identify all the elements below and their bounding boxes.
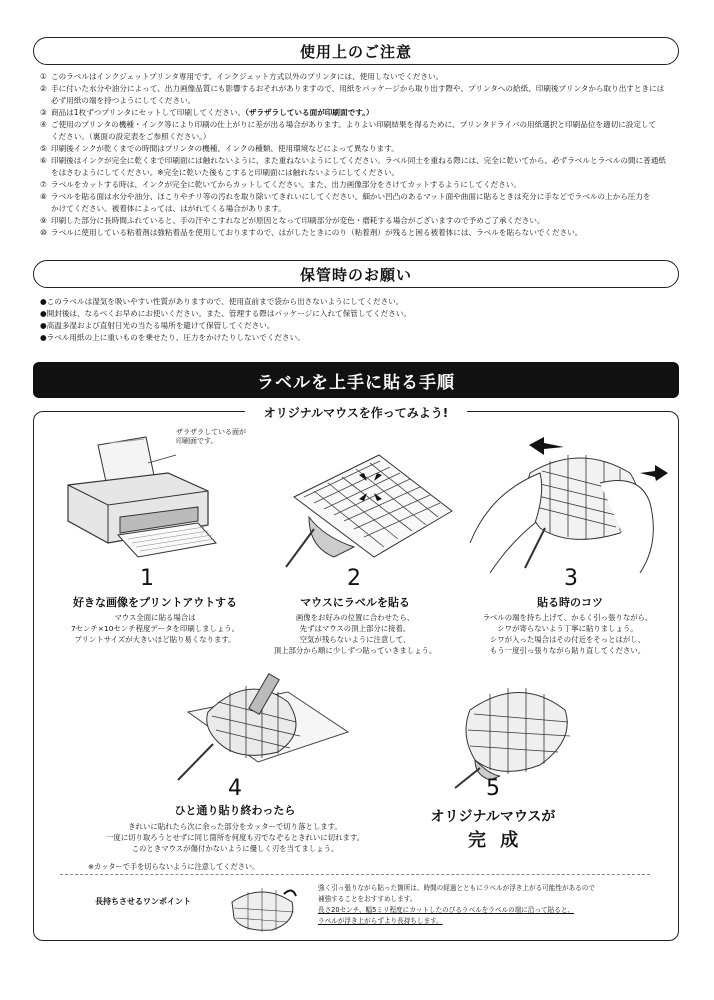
step-desc-line: このときマウスが傷付かないように優しく刃を当てましょう。 [131,844,339,853]
note-number: ② [40,84,47,93]
note-text: ラベルを貼る面は水分や油分、ほこりやチリ等の汚れを取り除いてきれいにしてください。細かい凹凸のあるマット面や曲面に貼るときは充分に手などでラベルの上から圧力を [51,192,651,201]
tip-line: 補強することをおすすめします。 [318,895,417,903]
usage-note-item [40,191,672,215]
step-3-number: 3 [564,566,578,591]
note-number: ④ [40,120,47,129]
step-2-number: 2 [347,566,361,591]
cutting-illustration [168,672,358,782]
note-text: ラベルに使用している粘着剤は強粘着品を使用しておりますので、はがしたときにのり（粘着剤）が残ると困る被着体には、ラベルを貼らないでください。 [51,228,583,237]
note-number: ⑤ [40,144,47,153]
step-desc-line: マウス全面に貼る場合は [114,613,196,622]
step-desc-line: ラベルの端を持ち上げて、かるく引っ張りながら、 [482,613,653,622]
step-desc-line: 空気が残らないように注意して、 [299,635,411,644]
section-title-usage-notes: 使用上のご注意 [33,37,679,65]
note-text: ラベルをカットする時は、インクが完全に乾いてからカットしてください。また、出力画像部分をさけてカットするようにしてください。 [51,180,521,189]
storage-note-item: ●このラベルは湿気を吸いやすい性質がありますので、使用直前まで袋から出さないようにしてください。 [40,297,404,306]
storage-note-item: ●高温多湿および直射日光の当たる場所を避けて保管してください。 [40,321,275,330]
usage-notes-list [40,71,672,239]
step-2-desc [255,612,455,656]
step-desc-line: 一度に切り取ろうとせずに同じ箇所を何度も刃でなぞるときれいに切れます。 [105,833,365,842]
step-desc-line: もう一度引っ張りながら貼り直してください。 [489,646,646,655]
note-continuation: ください。（裏面の設定表をご参照ください。） [51,132,211,141]
tip-line: 長さ20センチ、幅5ミリ程度にカットしたのびるラベルをラベルの端に沿って貼ると、 [318,906,575,914]
storage-notes-list [40,296,672,344]
step-5-title: オリジナルマウスが [430,809,556,825]
note-number: ⑦ [40,180,47,189]
note-continuation: 必ず用紙の端を持つようにしてください。 [51,96,196,105]
step-desc-line: シワが入った場合はその付近をそっとはがし、 [489,635,646,644]
step-4-desc [60,821,410,854]
mouse-label-illustration [284,447,459,572]
usage-note-item [40,83,672,107]
tip-text [318,883,648,927]
step-desc-line: シワが寄らないよう丁寧に貼りましょう。 [497,624,638,633]
tip-line: 強く引っ張りながら貼った箇所は、時間の経過とともにラベルが浮き上がる可能性があるので [318,884,595,892]
printer-illustration [58,425,228,565]
finished-mouse-illustration [440,680,580,790]
section-title-storage: 保管時のお願い [33,260,679,288]
step-5-number: 5 [486,776,500,801]
usage-note-item [40,227,672,239]
usage-note-item [40,179,672,191]
usage-note-item [40,143,672,155]
note-text: このラベルはインクジェットプリンタ専用です。インクジェット方式以外のプリンタには、使用しないでください。 [51,72,444,81]
step-4-number: 4 [228,776,242,801]
tip-line: ラベルが浮き上がらずより長持ちします。 [318,917,443,925]
note-continuation: かけてください。被着体によっては、はがれてくる場合があります。 [51,204,286,213]
note-number: ⑧ [40,192,47,201]
step-desc-line: 7センチ×10センチ程度データを印刷しましょう。 [70,624,240,633]
printer-note: ザラザラしている面が 印刷面です。 [176,428,246,445]
cutter-caution: ※カッターで手を切らないように注意してください。 [88,862,260,871]
howto-banner: ラベルを上手に貼る手順 [33,362,679,398]
note-number: ⑨ [40,216,47,225]
step-desc-line: 頂上部分から順に少しずつ貼っていきましょう。 [273,646,437,655]
hands-stretching-illustration [450,433,675,573]
usage-note-item [40,215,672,227]
storage-note-item: ●開封後は、なるべくお早めにお使いください。また、管理する際はパッケージに入れて保管してください。 [40,309,411,318]
note-emphasis: （ザラザラしている面が印刷面です。） [245,108,374,117]
storage-note-item: ●ラベル用紙の上に重いものを乗せたり、圧力をかけたりしないでください。 [40,333,305,342]
step-desc-line: きれいに貼れたら次に余った部分をカッターで切り落とします。 [128,822,342,831]
note-number: ③ [40,108,47,117]
usage-note-item [40,155,672,179]
note-text: 印刷後はインクが完全に乾くまで印刷面には触れないように、また重ねないようにしてください。ラベル同士を重ねる際には、完全に乾いてから、必ずラベルとラベルの間に普通紙 [51,156,666,165]
usage-note-item [40,107,672,119]
tip-label: 長持ちさせるワンポイント [95,897,191,906]
tip-mouse-illustration [222,882,302,937]
step-4-title: ひと通り貼り終わったら [174,804,296,817]
note-number: ① [40,72,47,81]
note-text: 印刷した部分に長時間ふれていると、手の汗やこすれなどが原因となって印刷部分が変色・磨耗する場合がございますので予めご了承ください。 [51,216,545,225]
tip-divider [60,874,650,875]
step-1-number: 1 [140,566,154,591]
step-desc-line: 先ずはマウスの頂上部分に接着。 [299,624,411,633]
note-number: ⑩ [40,228,47,237]
usage-note-item [40,119,672,143]
howto-subtitle: オリジナルマウスを作ってみよう! [245,404,467,421]
note-text: 商品は1枚ずつプリンタにセットして印刷してください。 [51,108,246,117]
note-continuation: をはさむようにしてください。※完全に乾いた後もこすると印刷面には触れないようにしてください。 [51,168,400,177]
step-desc-line: プリントサイズが大きいほど貼り易くなります。 [74,635,236,644]
note-text: 手に付いた水分や油分によって、出力画像品質にも影響するおそれがありますので、用紙をパッケージから取り出す際や、プリンタへの給紙、印刷後プリンタから取り出すときには [51,84,665,93]
step-1-title: 好きな画像をプリントアウトする [73,596,237,609]
step-desc-line: 画像をお好みの位置に合わせたら、 [295,613,415,622]
usage-note-item [40,71,672,83]
step-2-title: マウスにラベルを貼る [300,596,410,609]
step-1-desc [45,612,265,645]
note-text: 印刷後インクが乾くまでの時間はプリンタの機種、インクの種類、使用環境などによって異なります。 [51,144,399,153]
step-3-title: 貼る時のコツ [537,596,603,609]
note-number: ⑥ [40,156,47,165]
step-3-desc [460,612,675,656]
note-text: ご使用のプリンタの機種・インク等により印刷の仕上がりに差が出る場合があります。よりよい印刷結果を得るために、プリンタドライバの用紙選択と印刷品位を適切に設定して [51,120,657,129]
step-5-complete: 完 成 [468,830,523,851]
